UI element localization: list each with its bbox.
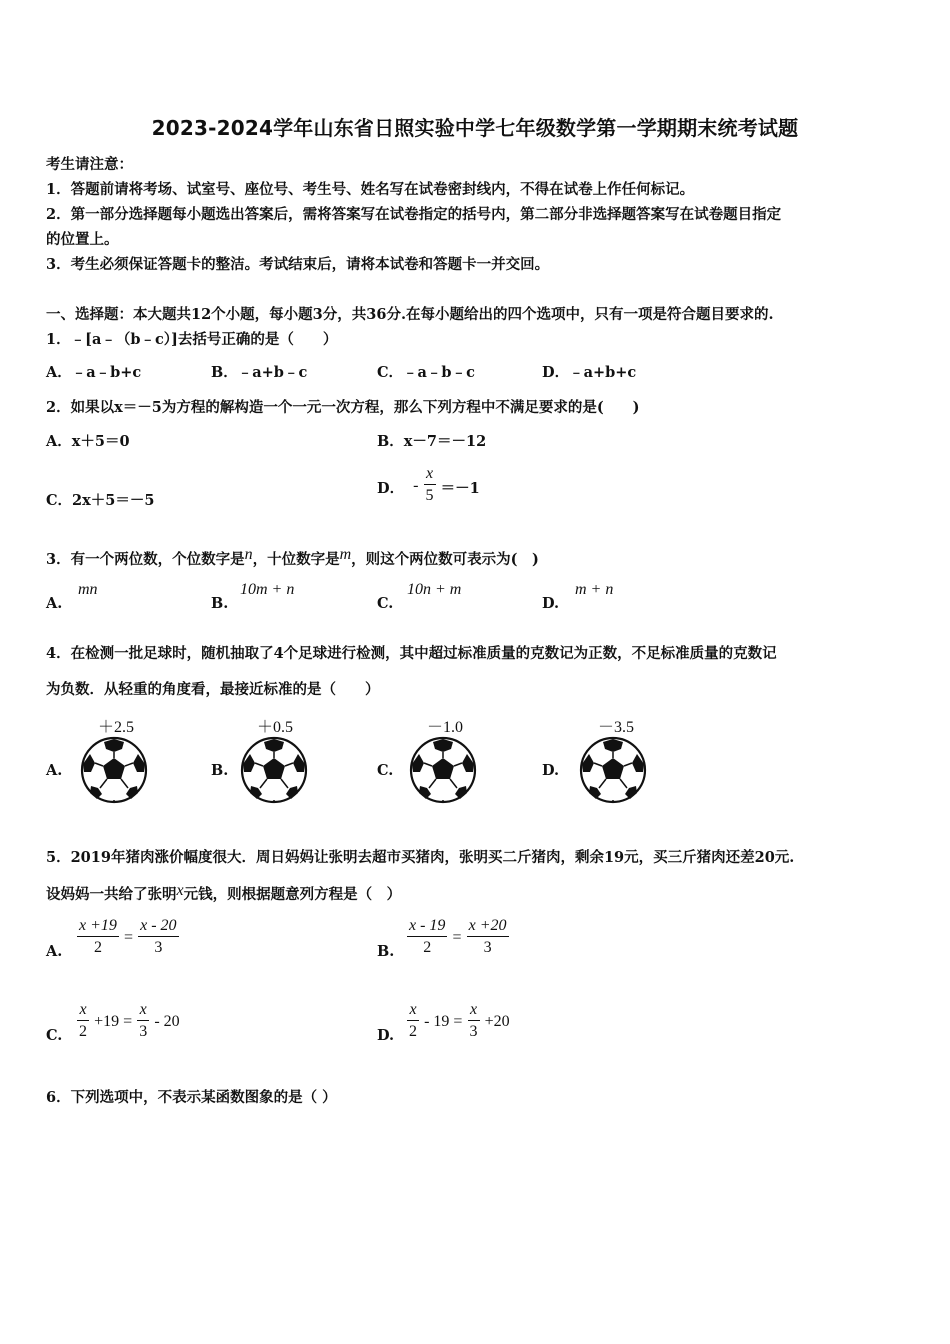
q5-option-d-label[interactable]: D.: [377, 1027, 395, 1044]
fraction-numerator: x +19: [79, 917, 117, 934]
q2-option-d-label: D．: [377, 480, 405, 497]
q5-option-b-label[interactable]: B.: [377, 943, 395, 960]
fraction-numerator: x: [409, 1001, 417, 1018]
q2-option-b[interactable]: B．x－7＝－12: [377, 433, 487, 450]
q2-stem: 2．如果以x＝－5为方程的解构造一个一元一次方程，那么下列方程中不满足要求的是( ): [46, 399, 640, 416]
q2-option-d-fraction: [424, 464, 436, 507]
fraction-numerator: x - 19: [409, 917, 446, 934]
notice-item-3: 3．考生必须保证答题卡的整洁。考试结束后，请将本试卷和答题卡一并交回。: [46, 256, 550, 273]
q3-option-b-label[interactable]: B.: [211, 595, 229, 612]
equation-operator: +20: [484, 1012, 510, 1030]
notice-item-2-cont: 的位置上。: [46, 231, 119, 248]
fraction-denominator: 2: [93, 939, 102, 956]
q5-option-a-label[interactable]: A.: [46, 943, 63, 960]
fraction-denominator: 2: [409, 1023, 417, 1040]
fraction-numerator: x - 20: [140, 917, 177, 934]
q5-stem-part: 设妈妈一共给了张明: [46, 886, 177, 903]
q5-stem-line1: 5．2019年猪肉涨价幅度很大．周日妈妈让张明去超市买猪肉，张明买二斤猪肉，剩余19元，买三斤猪肉还差20元.: [46, 849, 795, 866]
equals-sign: =: [452, 928, 462, 946]
fraction-numerator: x: [79, 1001, 87, 1018]
q4-option-c-label[interactable]: C.: [377, 762, 394, 779]
q3-stem-part: ，则这个两位数可表示为( ): [351, 551, 539, 568]
q3-var-m: m: [339, 546, 352, 563]
q3-option-d-expr: m + n: [575, 581, 614, 598]
q3-stem-part: ，十位数字是: [252, 551, 340, 568]
fraction-denominator: 3: [139, 1023, 148, 1040]
q1-option-c[interactable]: C．﹣a﹣b﹣c: [377, 364, 475, 381]
fraction-denominator: 5: [425, 487, 434, 504]
notice-item-2: 2．第一部分选择题每小题选出答案后，需将答案写在试卷指定的括号内，第二部分非选择题答案写在试卷题目指定: [46, 206, 782, 223]
fraction-numerator: x: [425, 465, 434, 482]
q4-ball-a-value: ＋2.5: [98, 719, 135, 736]
notice-heading: 考生请注意：: [46, 156, 133, 173]
q5-option-a-equation: [77, 916, 179, 959]
q2-option-a[interactable]: A．x＋5＝0: [46, 433, 130, 450]
q4-option-d-label[interactable]: D.: [542, 762, 560, 779]
q4-option-b-label[interactable]: B.: [211, 762, 229, 779]
equals-sign: =: [124, 928, 134, 946]
q1-option-b[interactable]: B．﹣a+b﹣c: [211, 364, 308, 381]
q3-option-b-expr: 10m + n: [240, 581, 295, 598]
q2-option-d[interactable]: [377, 464, 480, 514]
q4-ball-c-value: －1.0: [427, 719, 464, 736]
q1-stem: 1．﹣[a﹣（b﹣c）]去括号正确的是（ ）: [46, 331, 338, 348]
q5-option-b-equation: [407, 916, 509, 959]
q3-option-c-label[interactable]: C.: [377, 595, 394, 612]
q3-stem-part: 3．有一个两位数，个位数字是: [46, 551, 245, 568]
q1-option-a[interactable]: A．﹣a﹣b+c: [46, 364, 142, 381]
fraction-numerator: x: [469, 1001, 478, 1018]
q5-option-d-equation: [407, 1000, 510, 1043]
q4-ball-d-value: －3.5: [598, 719, 635, 736]
equation-operator: - 20: [154, 1012, 180, 1030]
q5-var-x: x: [176, 882, 184, 899]
fraction-denominator: 2: [79, 1023, 87, 1040]
page-title: 2023-2024学年山东省日照实验中学七年级数学第一学期期末统考试题: [151, 116, 799, 140]
q2-option-d-rest: ＝－1: [440, 480, 480, 497]
notice-item-1: 1．答题前请将考场、试室号、座位号、考生号、姓名写在试卷密封线内，不得在试卷上作任何标记。: [46, 181, 695, 198]
q3-option-a-label[interactable]: A.: [46, 595, 63, 612]
q5-stem-part: 元钱，则根据题意列方程是（ ）: [183, 886, 402, 903]
fraction-denominator: 3: [469, 1023, 478, 1040]
q3-option-a-expr: mn: [78, 581, 98, 598]
q6-stem: 6．下列选项中，不表示某函数图象的是（ ）: [46, 1089, 337, 1106]
fraction-numerator: x: [139, 1001, 147, 1018]
q4-ball-b-value: ＋0.5: [257, 719, 294, 736]
soccer-ball-icon[interactable]: [579, 736, 647, 804]
soccer-ball-icon[interactable]: [240, 736, 308, 804]
soccer-ball-icon[interactable]: [409, 736, 477, 804]
q4-option-a-label[interactable]: A.: [46, 762, 63, 779]
q2-option-c[interactable]: C．2x＋5＝－5: [46, 492, 155, 509]
fraction-denominator: 2: [423, 939, 432, 956]
q3-option-d-label[interactable]: D.: [542, 595, 560, 612]
equation-operator: +19 =: [94, 1012, 133, 1030]
q3-option-c-expr: 10n + m: [407, 581, 462, 598]
q5-stem-line2: [46, 883, 401, 904]
q2-option-d-sign: -: [413, 476, 419, 494]
q4-stem-line1: 4．在检测一批足球时，随机抽取了4个足球进行检测，其中超过标准质量的克数记为正数，不足标准质量的克数记: [46, 645, 777, 662]
fraction-numerator: x +20: [468, 917, 507, 934]
equation-operator: - 19 =: [424, 1012, 463, 1030]
fraction-denominator: 3: [483, 939, 492, 956]
q3-stem: [46, 548, 539, 569]
q5-option-c-equation: [77, 1000, 180, 1043]
q1-option-d[interactable]: D．﹣a+b+c: [542, 364, 637, 381]
section-heading: 一、选择题：本大题共12个小题，每小题3分，共36分.在每小题给出的四个选项中，只有一项是符合题目要求的.: [46, 306, 774, 323]
q4-stem-line2: 为负数．从轻重的角度看，最接近标准的是（ ）: [46, 681, 380, 698]
soccer-ball-icon[interactable]: [80, 736, 148, 804]
fraction-denominator: 3: [154, 939, 163, 956]
q5-option-c-label[interactable]: C.: [46, 1027, 63, 1044]
q3-var-n: n: [244, 546, 253, 563]
